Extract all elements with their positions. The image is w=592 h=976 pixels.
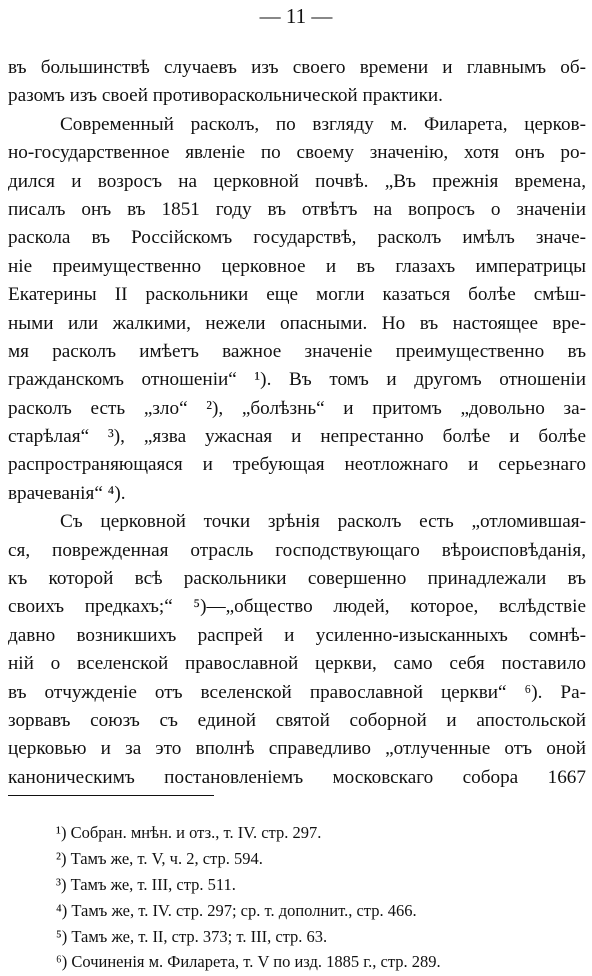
text-line: расколъ есть „зло“ ²), „болѣзнь“ и притомъ „довольно за- (8, 397, 586, 419)
text-line: дился и возросъ на церковной почвѣ. „Въ прежнія времена, (8, 170, 586, 192)
text-line: своихъ предкахъ;“ ⁵)—„общество людей, которое, вслѣдствіе (8, 596, 586, 618)
text-line: Съ церковной точки зрѣнія расколъ есть „отломившая- (60, 511, 586, 533)
text-line: раскола въ Россійскомъ государствѣ, расколъ имѣлъ значе- (8, 227, 586, 249)
text-line: каноническимъ постановленіемъ московскаго собора 1667 (8, 766, 586, 788)
text-line: разомъ изъ своей противораскольнической практики. (8, 85, 443, 107)
text-line: зорвавъ союзъ съ единой святой соборной и апостольской (8, 709, 586, 731)
footnote: ⁵) Тамъ же, т. II, стр. 373; т. III, стр. 63. (56, 926, 328, 946)
footnote-divider (8, 795, 214, 796)
footnote: ²) Тамъ же, т. V, ч. 2, стр. 594. (56, 848, 263, 868)
text-line: Екатерины II раскольники еще могли казаться болѣе смѣш- (8, 284, 586, 306)
footnote: ³) Тамъ же, т. III, стр. 511. (56, 874, 236, 894)
text-line: распространяющаяся и требующая неотложнаго и серьезнаго (8, 454, 586, 476)
text-line: мя расколъ имѣетъ важное значеніе преимущественно въ (8, 340, 586, 362)
text-line: Современный расколъ, по взгляду м. Филарета, церков- (60, 113, 586, 135)
text-line: давно возникшихъ распрей и усиленно-изысканныхъ сомнѣ- (8, 624, 586, 646)
footnote: ¹) Собран. мнѣн. и отз., т. IV. стр. 297. (56, 823, 322, 842)
text-line: къ которой всѣ раскольники совершенно принадлежали въ (8, 568, 586, 590)
footnote: ⁶) Сочиненія м. Филарета, т. V по изд. 1885 г., стр. 289. (56, 952, 441, 972)
page-number: — 11 — (259, 4, 333, 28)
text-line: въ большинствѣ случаевъ изъ своего времени и главнымъ об- (8, 57, 586, 78)
footnotes (56, 820, 586, 975)
footnote: ⁴) Тамъ же, т. IV. стр. 297; ср. т. дополнит., стр. 466. (56, 900, 417, 920)
text-line: въ отчужденіе отъ вселенской православной церкви“ ⁶). Ра- (8, 681, 586, 703)
text-line: ніе преимущественно церковное и въ глазахъ императрицы (8, 255, 586, 277)
text-line: гражданскомъ отношеніи“ ¹). Въ томъ и другомъ отношеніи (8, 369, 586, 391)
text-line: ся, поврежденная отрасль господствующаго вѣроисповѣданія, (8, 539, 586, 561)
text-line: врачеванія“ ⁴). (8, 482, 126, 504)
text-line: старѣлая“ ³), „язва ужасная и непрестанно болѣе и болѣе (8, 426, 586, 448)
text-line: ными или жалкими, нежели опасными. Но въ настоящее вре- (8, 312, 586, 334)
main-text (8, 54, 586, 792)
text-line: ній о вселенской православной церкви, само себя поставило (8, 653, 586, 675)
text-line: но-государственное явленіе по своему значенію, хотя онъ ро- (8, 142, 586, 164)
text-line: писалъ онъ въ 1851 году въ отвѣтъ на вопросъ о значеніи (8, 198, 586, 220)
text-line: церковью и за это вполнѣ справедливо „отлученные отъ оной (8, 738, 586, 760)
